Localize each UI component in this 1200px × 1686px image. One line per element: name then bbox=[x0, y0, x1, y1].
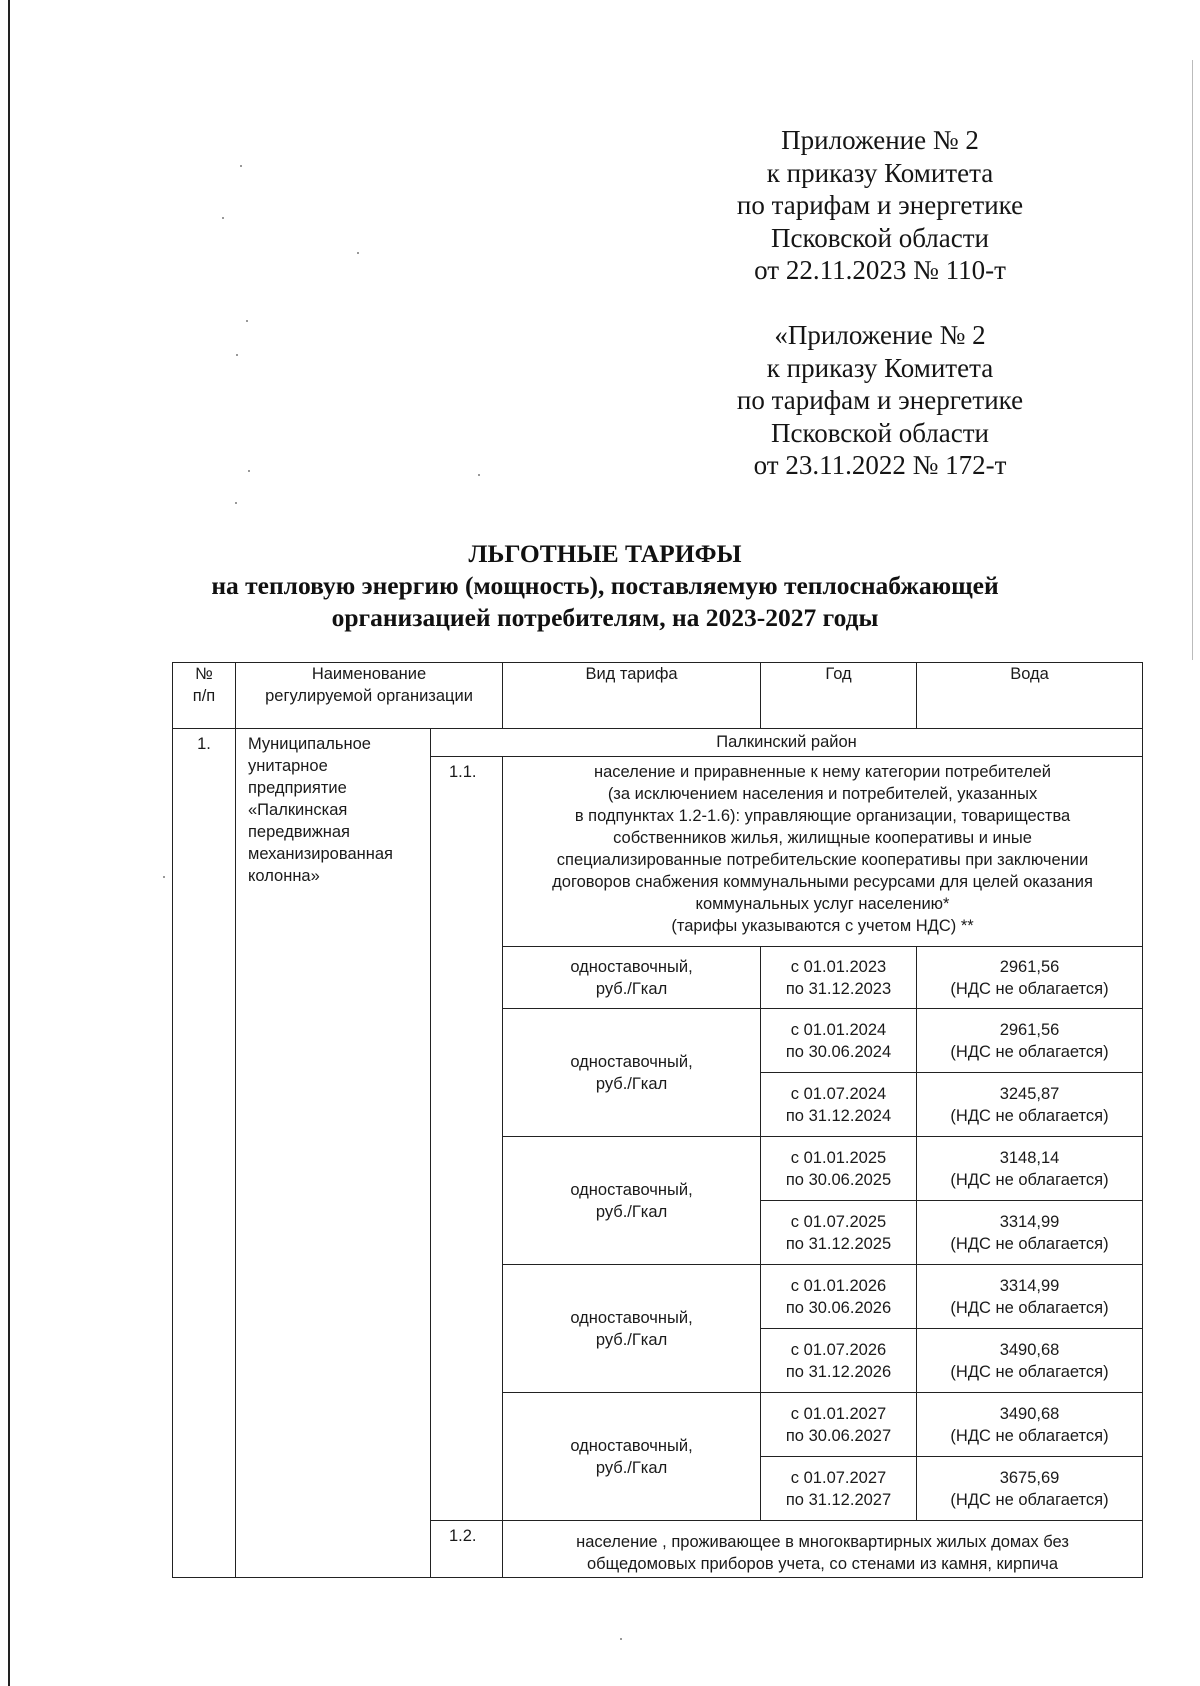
period: с 01.07.2025 по 31.12.2025 bbox=[761, 1201, 917, 1265]
period: с 01.01.2026 по 30.06.2026 bbox=[761, 1265, 917, 1329]
period: с 01.01.2023 по 31.12.2023 bbox=[761, 947, 917, 1009]
subsection-description: население и приравненные к нему категории потребителей (за исключением населения и потребителей, указанных в подпунктах 1.2-1.6): управляющие организации, товарищества собственников жилья, жилищные кооперативы и иные специализированные потребительские кооперативы при заключении договоров снабжения коммунальными ресурсами для целей оказания коммунальных услуг населению* (тарифы указываются с учетом НДС) ** bbox=[503, 757, 1143, 947]
title-line: на тепловую энергию (мощность), поставляемую теплоснабжающей bbox=[211, 571, 999, 600]
approval-line: к приказу Комитета bbox=[766, 157, 994, 188]
page-right-edge bbox=[1192, 60, 1193, 660]
approval-line: к приказу Комитета bbox=[766, 352, 994, 383]
header-organization: Наименование регулируемой организации bbox=[236, 663, 503, 729]
tariff-type: одноставочный, руб./Гкал bbox=[503, 1393, 761, 1521]
document-title bbox=[150, 538, 1060, 634]
tariff-value: 3490,68 (НДС не облагается) bbox=[917, 1393, 1143, 1457]
tariff-value: 3245,87 (НДС не облагается) bbox=[917, 1073, 1143, 1137]
tariff-value: 2961,56 (НДС не облагается) bbox=[917, 947, 1143, 1009]
district-name: Палкинский район bbox=[431, 729, 1143, 757]
tariff-type: одноставочный, руб./Гкал bbox=[503, 947, 761, 1009]
tariff-value: 3314,99 (НДС не облагается) bbox=[917, 1201, 1143, 1265]
subsection-number: 1.2. bbox=[431, 1521, 503, 1578]
approval-line: Псковской области bbox=[770, 222, 989, 253]
approval-line: по тарифам и энергетике bbox=[736, 385, 1024, 415]
page-left-edge bbox=[8, 0, 10, 1686]
approval-block-original bbox=[720, 319, 1040, 482]
approval-block-current bbox=[720, 124, 1040, 287]
approval-line: Псковской области bbox=[770, 417, 989, 448]
tariff-value: 3148,14 (НДС не облагается) bbox=[917, 1137, 1143, 1201]
period: с 01.01.2025 по 30.06.2025 bbox=[761, 1137, 917, 1201]
tariff-value: 3314,99 (НДС не облагается) bbox=[917, 1265, 1143, 1329]
organization-name: Муниципальное унитарное предприятие «Палкинская передвижная механизированная колонна» bbox=[236, 729, 431, 1578]
header-year: Год bbox=[761, 663, 917, 729]
scan-speck bbox=[248, 470, 250, 472]
table-row bbox=[173, 729, 1143, 757]
approval-line: от 22.11.2023 № 110-т bbox=[754, 255, 1006, 285]
period: с 01.01.2027 по 30.06.2027 bbox=[761, 1393, 917, 1457]
scan-speck bbox=[222, 217, 224, 219]
header-num: № п/п bbox=[173, 663, 236, 729]
scan-speck bbox=[620, 1638, 622, 1640]
approval-line: Приложение № 2 bbox=[781, 125, 979, 155]
approval-line: от 23.11.2022 № 172-т bbox=[753, 450, 1007, 480]
scan-speck bbox=[163, 876, 165, 878]
period: с 01.07.2027 по 31.12.2027 bbox=[761, 1457, 917, 1521]
tariff-table bbox=[172, 662, 1143, 1578]
title-line: ЛЬГОТНЫЕ ТАРИФЫ bbox=[468, 539, 742, 568]
scan-speck bbox=[357, 252, 359, 254]
tariff-value: 2961,56 (НДС не облагается) bbox=[917, 1009, 1143, 1073]
scan-speck bbox=[240, 165, 242, 167]
subsection-number: 1.1. bbox=[431, 757, 503, 1521]
scan-speck bbox=[246, 320, 248, 322]
tariff-type: одноставочный, руб./Гкал bbox=[503, 1137, 761, 1265]
header-water: Вода bbox=[917, 663, 1143, 729]
subsection-description: население , проживающее в многоквартирных жилых домах без общедомовых приборов учета, со стенами из камня, кирпича bbox=[503, 1521, 1143, 1578]
table-header-row bbox=[173, 663, 1143, 729]
period: с 01.01.2024 по 30.06.2024 bbox=[761, 1009, 917, 1073]
tariff-type: одноставочный, руб./Гкал bbox=[503, 1009, 761, 1137]
tariff-type: одноставочный, руб./Гкал bbox=[503, 1265, 761, 1393]
scan-speck bbox=[235, 502, 237, 504]
period: с 01.07.2024 по 31.12.2024 bbox=[761, 1073, 917, 1137]
scan-speck bbox=[236, 354, 238, 356]
title-line: организацией потребителям, на 2023-2027 годы bbox=[331, 603, 879, 632]
row-number: 1. bbox=[173, 729, 236, 1578]
tariff-value: 3490,68 (НДС не облагается) bbox=[917, 1329, 1143, 1393]
approval-line: по тарифам и энергетике bbox=[736, 190, 1024, 220]
period: с 01.07.2026 по 31.12.2026 bbox=[761, 1329, 917, 1393]
scan-speck bbox=[478, 474, 480, 476]
tariff-value: 3675,69 (НДС не облагается) bbox=[917, 1457, 1143, 1521]
header-tariff-type: Вид тарифа bbox=[503, 663, 761, 729]
approval-line: «Приложение № 2 bbox=[774, 320, 986, 350]
